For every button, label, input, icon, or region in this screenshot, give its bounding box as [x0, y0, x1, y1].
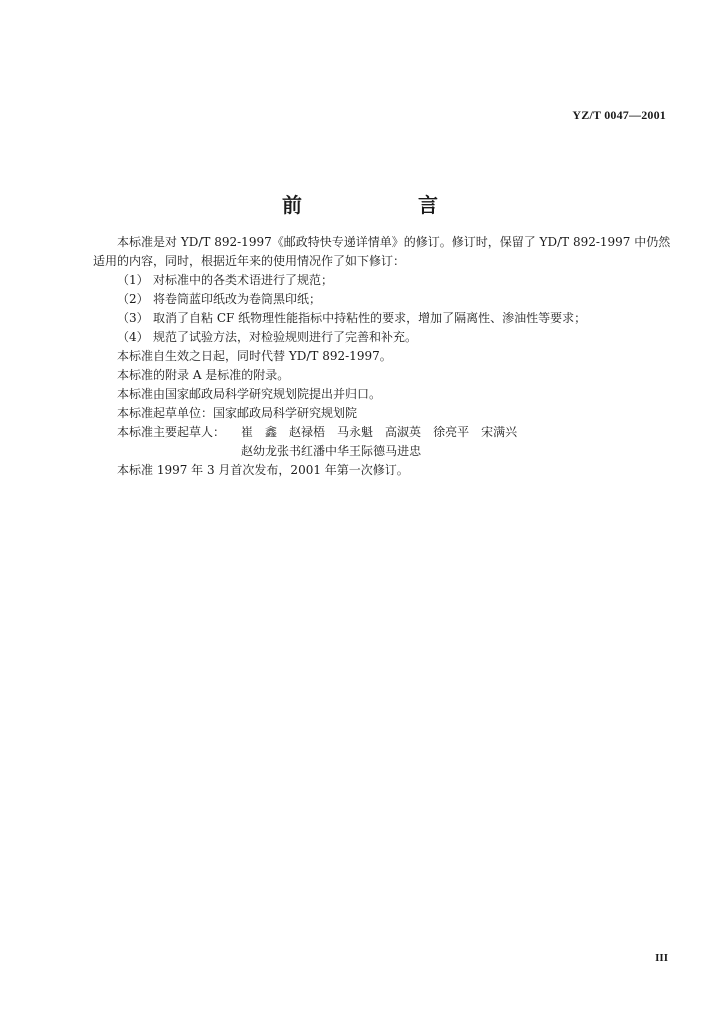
page-number: III: [655, 952, 668, 964]
proposed-statement: 本标准由国家邮政局科学研究规划院提出并归口。: [117, 387, 382, 401]
revision-item-number: （2）: [117, 292, 149, 306]
drafter-name: 赵禄梧: [289, 425, 326, 439]
drafter-name: 宋满兴: [481, 425, 518, 439]
appendix-statement: 本标准的附录 A 是标准的附录。: [117, 368, 290, 382]
revision-item-text: 取消了自粘 CF 纸物理性能指标中持粘性的要求，增加了隔离性、渗油性等要求；: [153, 311, 587, 325]
effective-statement: 本标准自生效之日起，同时代替 YD/T 892-1997。: [117, 349, 392, 363]
revision-item-text: 将卷筒蓝印纸改为卷筒黑印纸；: [153, 292, 322, 306]
page-title: 前 言: [282, 193, 486, 217]
drafters-line: [93, 423, 673, 442]
drafter-name: 崔 鑫: [241, 425, 278, 439]
revision-item: [93, 290, 673, 309]
revision-item-text: 规范了试验方法，对检验规则进行了完善和补充。: [153, 330, 418, 344]
revision-item: [93, 328, 673, 347]
drafter-name: 高淑英: [385, 425, 422, 439]
intro-paragraph: 本标准是对 YD/T 892-1997《邮政特快专递详情单》的修订。修订时，保留了 YD/T 892-1997 中仍然适用的内容，同时，根据近年来的使用情况作了如下修订：: [93, 235, 671, 268]
drafter-name: 赵幼龙: [241, 444, 278, 458]
drafter-name: 马进忠: [385, 444, 422, 458]
revision-item-number: （3）: [117, 311, 149, 325]
drafter-name: 张书红: [277, 444, 314, 458]
history-statement: 本标准 1997 年 3 月首次发布，2001 年第一次修订。: [117, 463, 409, 477]
drafters-line: [93, 442, 673, 461]
revision-item: [93, 271, 673, 290]
drafter-name: 马永魁: [337, 425, 374, 439]
revision-item-text: 对标准中的各类术语进行了规范；: [153, 273, 334, 287]
drafter-name: 潘中华: [313, 444, 350, 458]
drafting-unit-statement: 本标准起草单位：国家邮政局科学研究规划院: [117, 406, 358, 420]
revision-item-number: （1）: [117, 273, 149, 287]
doc-code: YZ/T 0047—2001: [572, 108, 666, 122]
revision-item-number: （4）: [117, 330, 149, 344]
drafter-name: 徐亮平: [433, 425, 470, 439]
drafter-name: 王际德: [349, 444, 386, 458]
foreword-body: [93, 233, 673, 480]
revision-item: [93, 309, 673, 328]
drafters-label: 本标准主要起草人：: [117, 425, 226, 439]
